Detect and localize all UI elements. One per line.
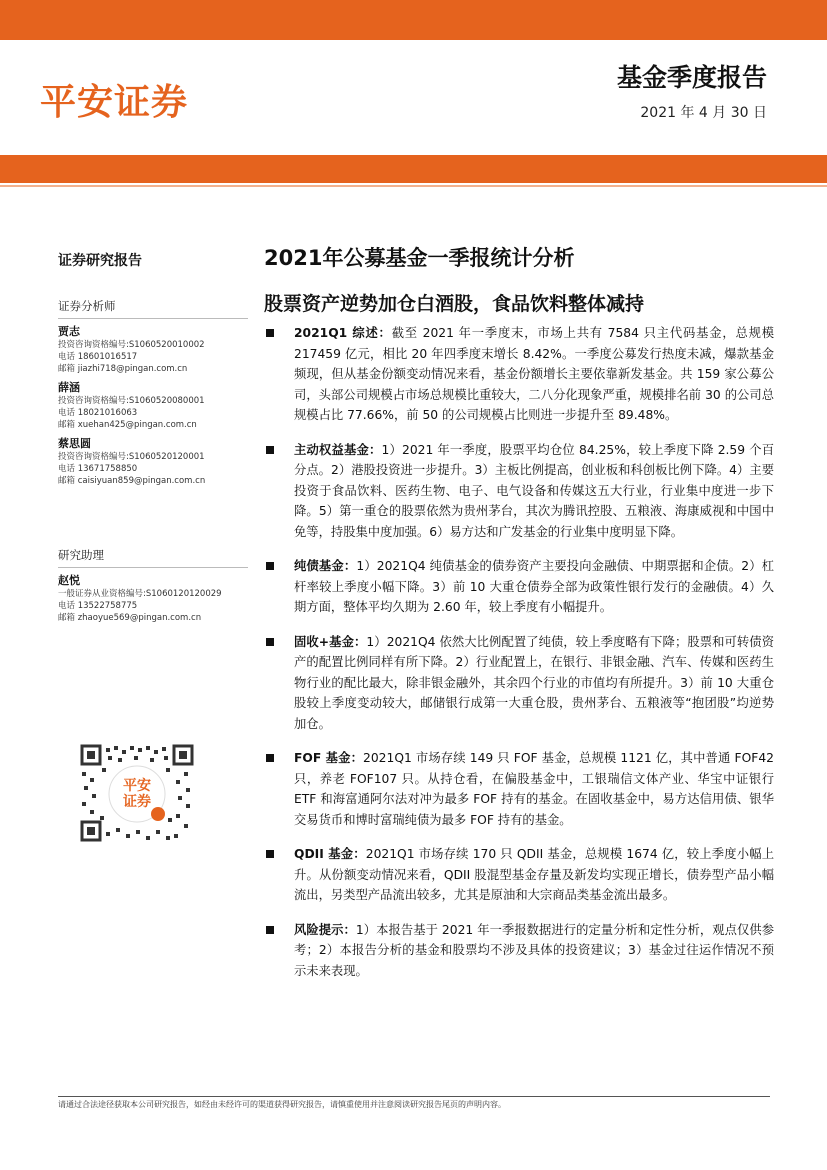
report-title: 2021年公募基金一季报统计分析 — [264, 246, 575, 270]
item-text: 截至 2021 年一季度末，市场上共有 7584 只主代码基金，总规模 217459 亿元，相比 20 年四季度末增长 8.42%。一季度公募发行热度未减，爆款基金频现，但从基金份额变动情况来看，基金份额增长主要依靠新发基金。共 159 家公募公司，头部公司规模占市场总规模比重较大，二八分化现象严重，规模排名前 30 的公司总规模占比 77.66%，前 50 的公司规模占比则进一步提升至 89.48%。 — [294, 326, 774, 422]
report-date: 2021 年 4 月 30 日 — [640, 105, 767, 121]
square-bullet-icon — [266, 850, 274, 858]
item-text: 2021Q1 市场存续 170 只 QDII 基金，总规模 1674 亿，较上季度小幅上升。从份额变动情况来看，QDII 股混型基金存量及新发均实现正增长，债券型产品小幅流出，另类型产品流出较多，尤其是原油和大宗商品类基金流出最多。 — [294, 847, 775, 902]
square-bullet-icon — [266, 446, 274, 454]
summary-item — [264, 632, 774, 735]
sidebar-heading: 证券研究报告 — [58, 253, 142, 269]
qr-logo-line1: 平安 — [123, 778, 151, 794]
qr-logo-line2: 证券 — [123, 794, 151, 810]
assistant-card — [58, 574, 248, 624]
analyst-email[interactable]: 邮箱 jiazhi718@pingan.com.cn — [58, 364, 188, 374]
analyst-name: 薛涵 — [58, 381, 80, 394]
analyst-card — [58, 325, 248, 375]
analyst-email[interactable]: 邮箱 xuehan425@pingan.com.cn — [58, 420, 197, 430]
analyst-phone: 电话 13671758850 — [58, 464, 138, 474]
pingan-securities-logo: 平安证券 — [40, 82, 189, 123]
item-text: 1）2021Q4 纯债基金的债券资产主要投向金融债、中期票据和企债。2）杠杆率较上季度小幅下降。3）前 10 大重仓债券全部为政策性银行发行的金融债。4）久期方面，整体平均久期为 2.60 年，较上季度有小幅提升。 — [294, 559, 774, 614]
report-subtitle: 股票资产逆势加仓白酒股，食品饮料整体减持 — [264, 293, 645, 315]
summary-item — [264, 844, 774, 906]
summary-list — [264, 323, 774, 981]
assistant-phone: 电话 13522758775 — [58, 601, 138, 611]
middle-divider — [0, 185, 827, 187]
analyst-email[interactable]: 邮箱 caisiyuan859@pingan.com.cn — [58, 476, 206, 486]
summary-item — [264, 748, 774, 830]
sidebar — [58, 250, 248, 624]
item-label: 固收+基金： — [294, 634, 367, 649]
analyst-phone: 电话 18601016517 — [58, 352, 138, 362]
summary-item — [264, 440, 774, 543]
item-label: 2021Q1 综述： — [294, 326, 392, 340]
assistant-email[interactable]: 邮箱 zhaoyue569@pingan.com.cn — [58, 613, 202, 623]
assistant-title: 研究助理 — [58, 547, 248, 568]
item-label: FOF 基金： — [294, 751, 364, 765]
wechat-qr-code — [78, 742, 196, 844]
analyst-license: 投资咨询资格编号:S1060520010002 — [58, 340, 205, 350]
item-text: 2021Q1 市场存续 149 只 FOF 基金，总规模 1121 亿，其中普通 FOF42 只，养老 FOF107 只。从持仓看，在偏股基金中，工银瑞信文体产业、华宝中证银行 ETF 和海富通阿尔法对冲为最多 FOF 持有的基金。在固收基金中，易方达信用债、银华交易货币和博时富瑞纯债为最多 FOF 持有的基金。 — [294, 751, 774, 827]
summary-item — [264, 323, 774, 426]
analyst-phone: 电话 18021016063 — [58, 408, 138, 418]
item-label: 纯债基金： — [294, 559, 357, 573]
assistant-name: 赵悦 — [58, 574, 80, 587]
middle-orange-bar — [0, 155, 827, 183]
item-label: 主动权益基金： — [294, 442, 382, 457]
footer-disclaimer: 请通过合法途径获取本公司研究报告，如经由未经许可的渠道获得研究报告，请慎重使用并注意阅读研究报告尾页的声明内容。 — [58, 1100, 506, 1109]
analyst-name: 蔡思圆 — [58, 437, 91, 450]
analysts-title: 证券分析师 — [58, 298, 248, 319]
square-bullet-icon — [266, 754, 274, 762]
qr-brand-dot-icon — [151, 807, 165, 821]
footer-divider — [58, 1096, 770, 1097]
main-content — [264, 243, 774, 995]
summary-item — [264, 556, 774, 618]
analyst-card — [58, 437, 248, 487]
analysts-section — [58, 298, 248, 487]
item-text: 1）2021 年一季度，股票平均仓位 84.25%，较上季度下降 2.59 个百分点。2）港股投资进一步提升。3）主板比例提高，创业板和科创板比例下降。4）主要投资于食品饮料、医药生物、电子、电气设备和传媒这五大行业，行业集中度进一步下降。5）第一重仓的股票依然为贵州茅台，其次为腾讯控股、五粮液、海康威视和中国中免等，持股集中度加强。6）易方达和广发基金的行业集中度明显下降。 — [294, 442, 774, 539]
analyst-name: 贾志 — [58, 325, 80, 338]
analyst-license: 投资咨询资格编号:S1060520080001 — [58, 396, 205, 406]
square-bullet-icon — [266, 926, 274, 934]
top-orange-bar — [0, 0, 827, 40]
assistant-section — [58, 547, 248, 624]
square-bullet-icon — [266, 638, 274, 646]
analyst-card — [58, 381, 248, 431]
item-label: QDII 基金： — [294, 847, 366, 861]
square-bullet-icon — [266, 562, 274, 570]
assistant-license: 一般证券从业资格编号:S1060120120029 — [58, 589, 222, 599]
square-bullet-icon — [266, 329, 274, 337]
analyst-license: 投资咨询资格编号:S1060520120001 — [58, 452, 205, 462]
report-type-title: 基金季度报告 — [616, 63, 767, 92]
item-text: 1）本报告基于 2021 年一季报数据进行的定量分析和定性分析，观点仅供参考；2）本报告分析的基金和股票均不涉及具体的投资建议；3）基金过往运作情况不预示未来表现。 — [294, 922, 774, 978]
item-text: 1）2021Q4 依然大比例配置了纯债，较上季度略有下降；股票和可转债资产的配置比例同样有所下降。2）行业配置上，在银行、非银金融、汽车、传媒和医药生物行业的配比最大，除非银金融外，其余四个行业的市值均有所提升。3）前 10 大重仓股较上季度变动较大，邮储银行成第一大重仓股，贵州茅台、五粮液等“抱团股”均逆势加仓。 — [294, 634, 775, 731]
summary-item — [264, 920, 774, 982]
item-label: 风险提示： — [294, 922, 356, 937]
